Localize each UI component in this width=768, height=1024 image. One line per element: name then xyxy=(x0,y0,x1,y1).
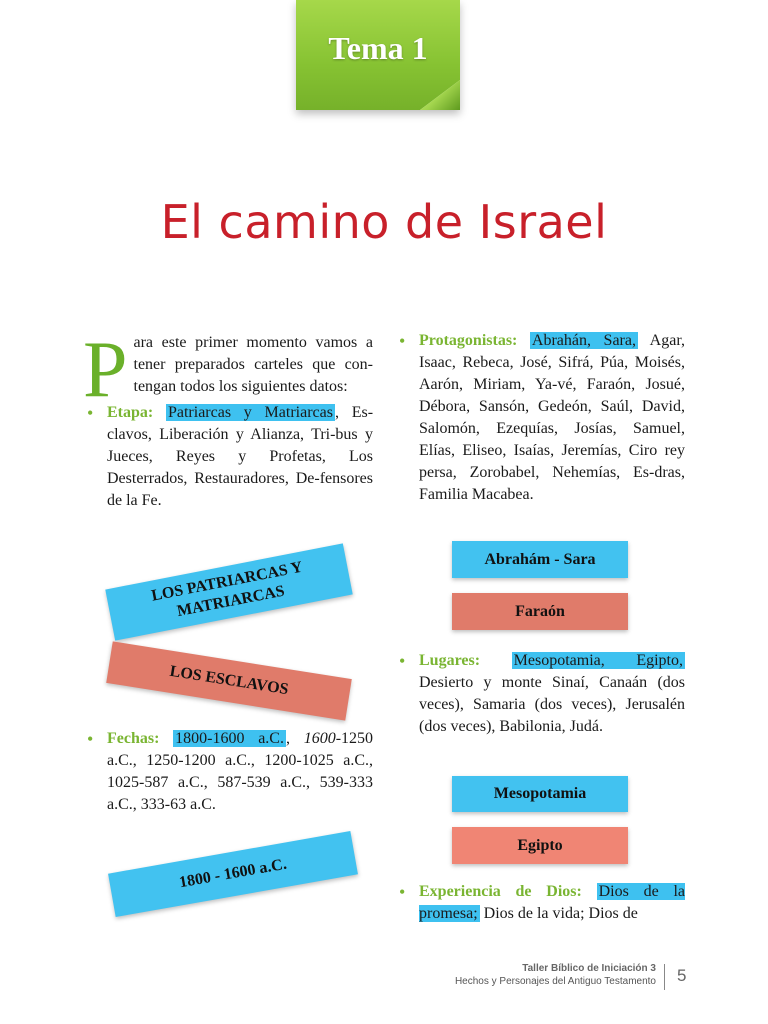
banner-mesopotamia xyxy=(452,776,628,812)
banner-abraham-sara xyxy=(452,541,628,578)
banner-los-esclavos xyxy=(106,641,352,720)
footer-series-title: Taller Bíblico de Iniciación 3 xyxy=(522,963,656,974)
right-column-lugares xyxy=(397,650,685,738)
bullet-etapa xyxy=(85,402,373,512)
bullet-fechas: • Fechas: 1800-1600 a.C. , 1600-1250 a.C., 1250-1200 a.C., 1200-1025 a.C., 1025-587 a.C., 587-539 a.C., 539-333 a.C., 333-63 a.C. xyxy=(85,728,373,816)
lugares-highlight: Mesopotamia, Egipto, xyxy=(513,652,683,669)
banner-mesopotamia-label: Mesopotamia xyxy=(493,785,587,802)
banner-faraon-label: Faraón xyxy=(515,603,565,620)
lugares-term: Lugares: xyxy=(419,652,481,669)
banner-egipto xyxy=(452,827,628,864)
left-column xyxy=(83,326,374,512)
etapa-rest: , Es-clavos, Liberación y Alianza, Tri-bus y Jueces, Reyes y Profetas, Los Desterrados, Restauradores, De-fensores de la Fe. xyxy=(107,404,374,509)
banner-los-esclavos-label: LOS ESCLAVOS xyxy=(168,662,290,699)
banner-los-patriarcas-label: LOS PATRIARCAS Y MATRIARCAS xyxy=(150,558,304,621)
protagonistas-term: Protagonistas: xyxy=(419,332,518,349)
right-column-experiencia xyxy=(397,881,685,925)
chapter-tab-label: Tema 1 xyxy=(328,30,428,66)
fechas-italic: 1600- xyxy=(303,730,342,747)
chapter-tab xyxy=(296,0,460,110)
bullet-experiencia xyxy=(397,881,685,925)
page-title: El camino de Israel xyxy=(160,195,608,249)
banner-abraham-sara-label: Abrahám - Sara xyxy=(484,551,596,568)
footer-subtitle: Hechos y Personajes del Antiguo Testamento xyxy=(454,976,656,987)
footer-divider xyxy=(664,964,665,990)
page-number: 5 xyxy=(677,966,687,985)
drop-cap: P xyxy=(83,326,128,414)
fechas-term: Fechas: xyxy=(107,730,160,747)
banner-egipto-label: Egipto xyxy=(517,837,563,854)
banner-fecha xyxy=(108,831,358,917)
experiencia-term: Experiencia de Dios: xyxy=(419,883,582,900)
bullet-lugares xyxy=(397,650,685,738)
fechas-rest: 1250 a.C., 1250-1200 a.C., 1200-1025 a.C., 1025-587 a.C., 587-539 a.C., 539-333 a.C., 333-63 a.C. xyxy=(107,730,374,813)
footer xyxy=(455,962,656,988)
bullet-protagonistas xyxy=(397,330,685,506)
banner-los-patriarcas xyxy=(105,543,352,640)
intro-text: ara este primer momento vamos a tener preparados carteles que con-tengan todos los siguientes datos: xyxy=(133,334,373,395)
etapa-highlight: Patriarcas y Matriarcas xyxy=(167,404,333,421)
experiencia-rest: Dios de la vida; Dios de xyxy=(483,905,638,922)
lugares-rest: Desierto y monte Sinaí, Canaán (dos veces), Samaria (dos veces), Jerusalén (dos veces), Babilonia, Judá. xyxy=(419,674,685,735)
etapa-term: Etapa: xyxy=(107,404,154,421)
banner-faraon xyxy=(452,593,628,630)
experiencia-highlight: Dios de la promesa; xyxy=(419,883,686,922)
banner-fecha-label: 1800 - 1600 a.C. xyxy=(177,855,288,892)
protagonistas-rest: Agar, Isaac, Rebeca, José, Sifrá, Púa, Moisés, Aarón, Miriam, Ya-vé, Faraón, Josué, Débora, Sansón, Gedeón, Saúl, David, Salomón, Ezequías, Josías, Samuel, Elías, Eliseo, Isaías, Jeremías, Ciro rey persa, Zorobabel, Nehemías, Es-dras, Familia Macabea. xyxy=(419,332,685,503)
fechas-highlight: 1800-1600 a.C. xyxy=(175,730,284,747)
left-column-fechas xyxy=(85,728,373,816)
right-column xyxy=(397,330,685,506)
protagonistas-highlight: Abrahán, Sara, xyxy=(531,332,636,349)
